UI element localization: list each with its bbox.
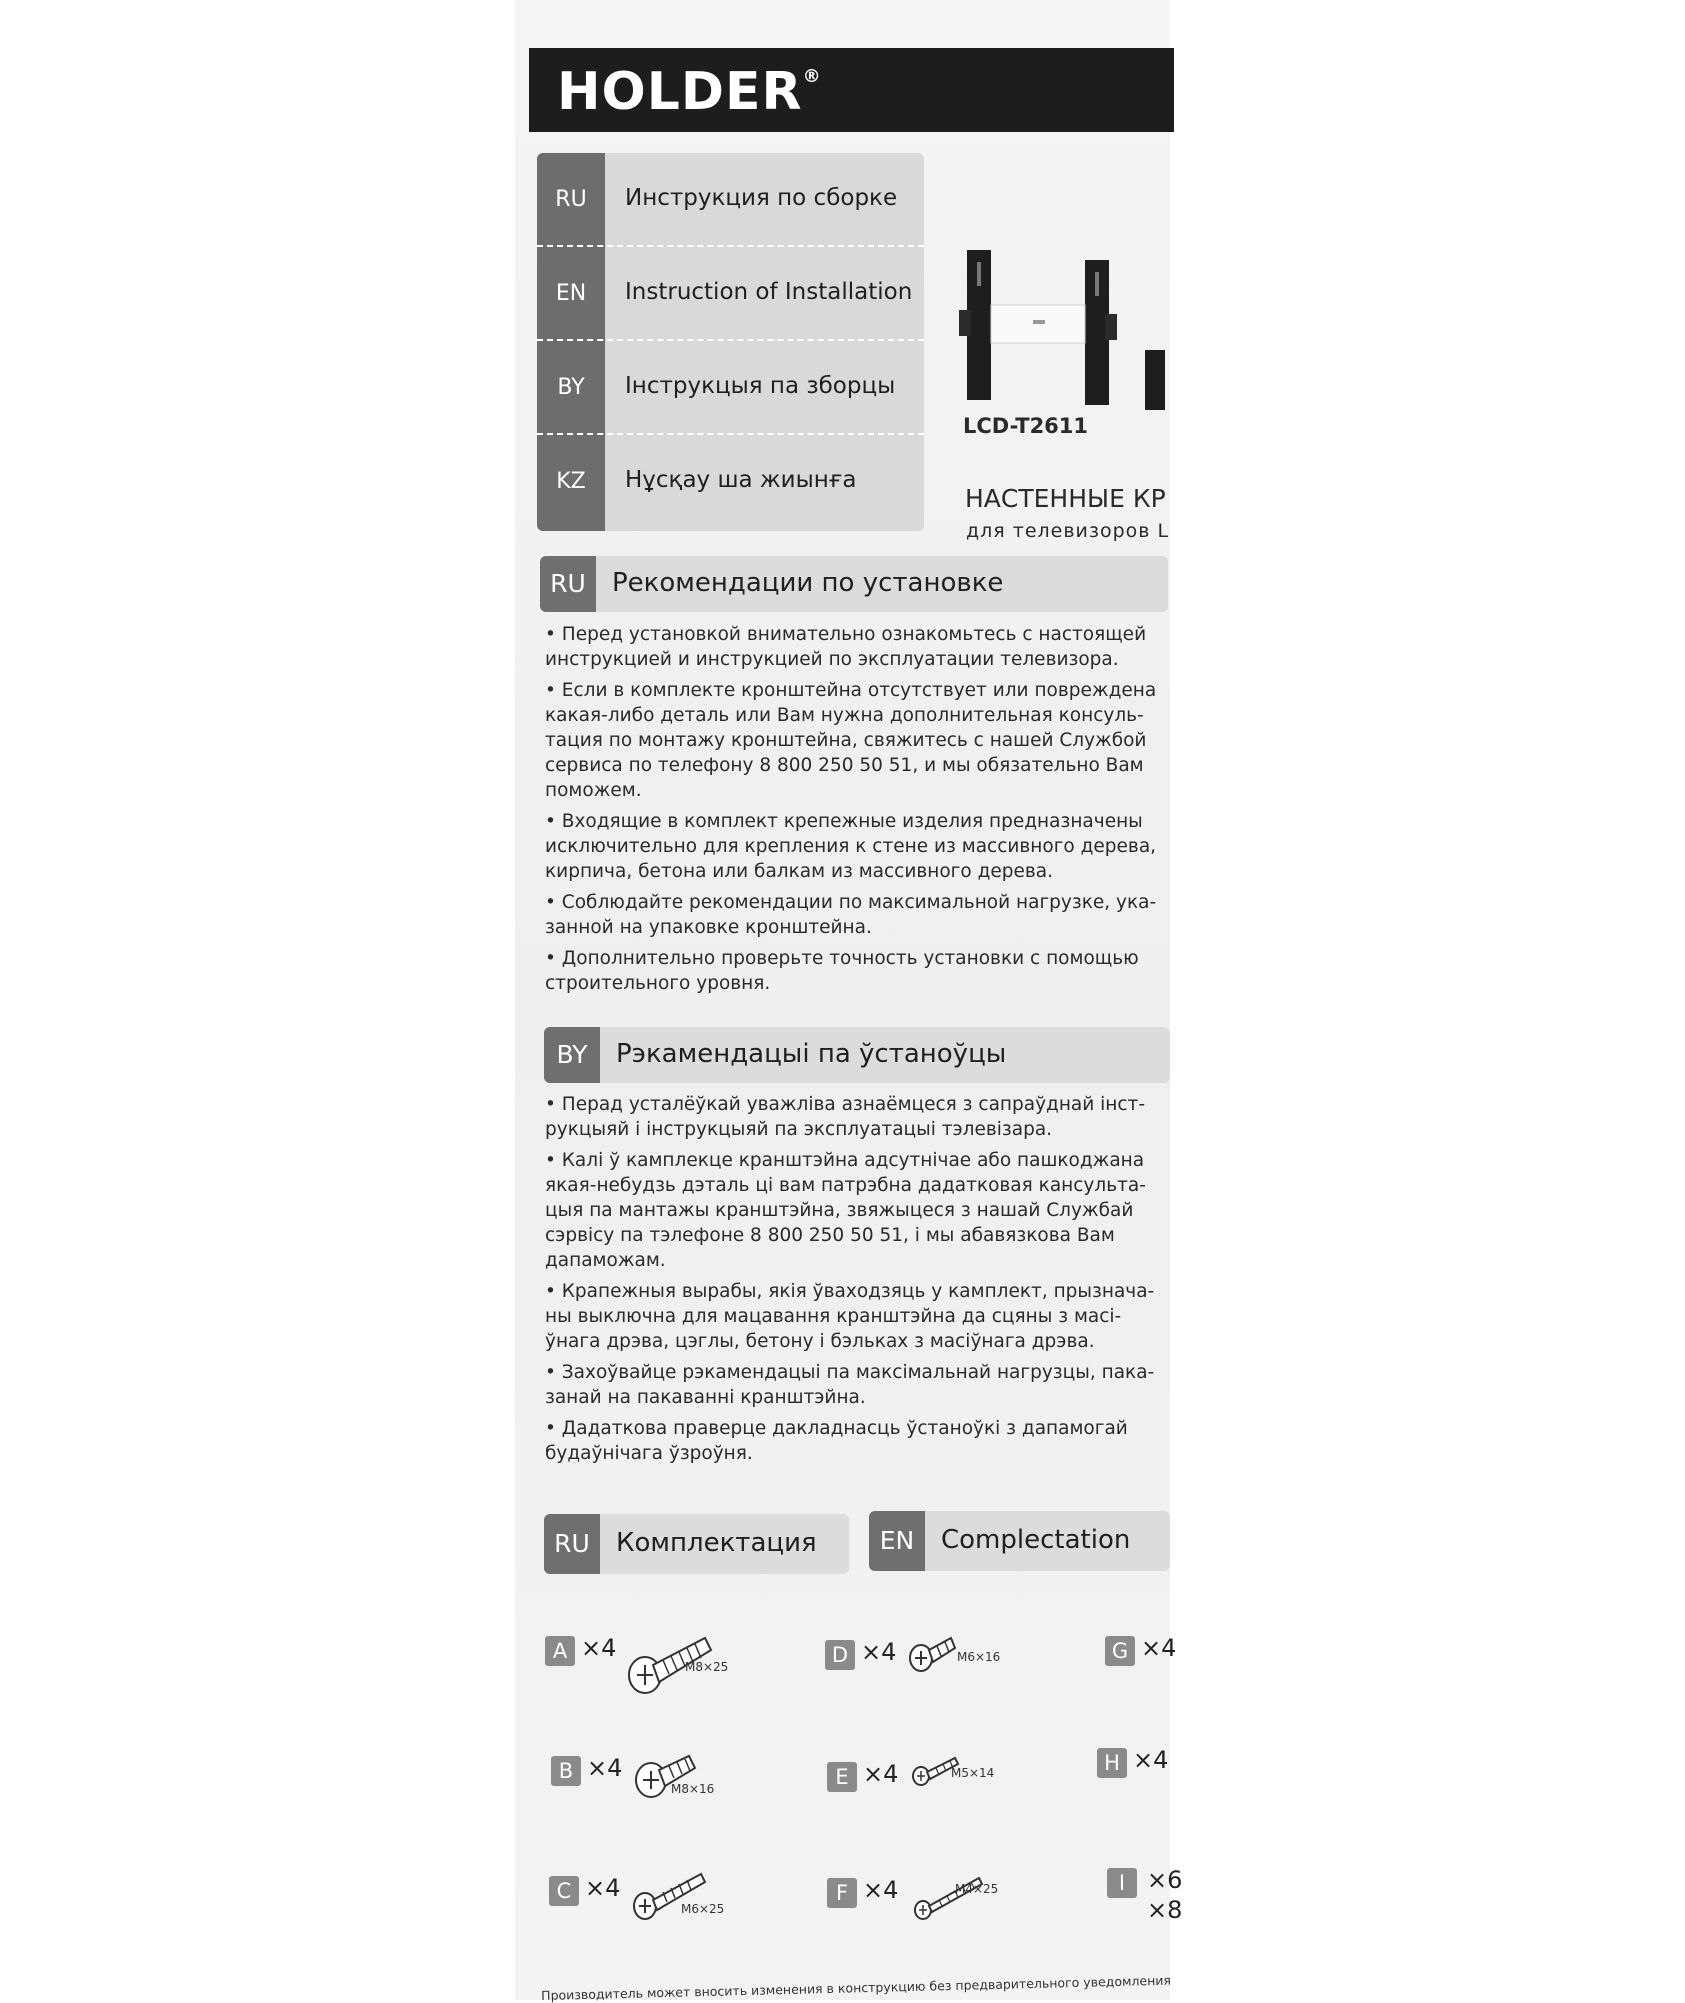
brand-logo: HOLDER® [557, 62, 822, 122]
part-d [825, 1624, 1005, 1704]
language-code: BY [557, 375, 585, 400]
list-item: • Захоўвайце рэкамендацыі па максімальнай нагрузцы, пака-занай на пакаванні кранштэйна. [545, 1362, 1155, 1408]
ru-recommendations-list [545, 622, 1170, 1002]
language-label: Instruction of Installation [625, 279, 913, 305]
part-quantity: ×4 [581, 1634, 617, 1662]
list-item: • Входящие в комплект крепежные изделия предназначены исключительно для крепления к стене из массивного дерева, кирпича, бетона или балкам из массивного дерева. [545, 811, 1157, 882]
bracket-product-image [955, 250, 1185, 410]
part-size: M6×25 [681, 1902, 725, 1916]
product-subtitle: для телевизоров L [966, 520, 1170, 542]
part-a [545, 1620, 745, 1700]
part-letter: D [825, 1640, 855, 1670]
part-h [1097, 1732, 1170, 1812]
screw-icon [633, 1740, 703, 1810]
list-item: • Перед установкой внимательно ознакомьтесь с настоящей инструкцией и инструкцией по эксплуатации телевизора. [545, 624, 1147, 670]
part-size: M8×25 [685, 1660, 729, 1674]
part-quantity: ×6 [1147, 1866, 1183, 1894]
section-title: Комплектация [616, 1528, 817, 1558]
language-panel [537, 153, 924, 531]
language-row-en [537, 247, 924, 341]
language-code: RU [555, 187, 587, 212]
part-quantity: ×4 [585, 1874, 621, 1902]
list-item: • Крапежныя вырабы, якія ўваходзяць у камплект, прызнача-ны выключна для мацавання кранштэйна да сцяны з масі-ўнага дрэва, цэглы, бетону і бэльках з масіўнага дрэва. [545, 1281, 1155, 1352]
part-quantity: ×4 [1141, 1634, 1177, 1662]
part-quantity-alt: ×8 [1147, 1896, 1183, 1924]
language-row-by [537, 341, 924, 435]
section-title: Complectation [941, 1525, 1131, 1555]
language-label: Інструкцыя па зборцы [625, 373, 896, 399]
part-quantity: ×4 [863, 1760, 899, 1788]
section-code-badge: BY [544, 1027, 600, 1083]
list-item: • Калі ў камплекце кранштэйна адсутнічае або пашкоджана якая-небудзь дэталь ці вам патрэбна дадатковая кансульта-цыя па мантажы кранштэйна, звяжыцеся з нашай Службай сэрвісу па тэлефоне 8 800 250 50 51, і мы абавязкова Вам дапаможам. [545, 1150, 1146, 1271]
language-code: KZ [556, 469, 586, 494]
language-row-kz [537, 435, 924, 529]
product-title: НАСТЕННЫЕ КР [965, 484, 1166, 513]
part-quantity: ×4 [1133, 1746, 1169, 1774]
part-letter: A [545, 1636, 575, 1666]
section-code-badge: RU [544, 1514, 600, 1574]
section-title: Рекомендации по установке [612, 568, 1004, 598]
part-size: M5×14 [951, 1766, 995, 1780]
part-g [1105, 1620, 1177, 1700]
part-quantity: ×4 [587, 1754, 623, 1782]
section-title: Рэкамендацыі па ўстаноўцы [616, 1039, 1007, 1069]
part-letter: C [549, 1876, 579, 1906]
section-header-ru-complectation [544, 1514, 849, 1574]
part-letter: F [827, 1878, 857, 1908]
instruction-sheet [515, 0, 1183, 2003]
product-model: LCD-T2611 [963, 414, 1089, 438]
list-item: • Перад усталёўкай уважліва азнаёмцеся з сапраўднай інст-рукцыяй і інструкцыяй па эксплуатацыі тэлевізара. [545, 1094, 1146, 1140]
part-e [827, 1746, 1007, 1826]
list-item: • Соблюдайте рекомендации по максимальной нагрузке, ука-занной на упаковке кронштейна. [545, 892, 1157, 938]
language-label: Нұсқау ша жиынға [625, 467, 857, 493]
language-code: EN [555, 281, 587, 306]
section-code-badge: EN [869, 1511, 925, 1571]
by-recommendations-list [545, 1092, 1170, 1472]
header-bar [529, 48, 1174, 132]
part-letter: E [827, 1762, 857, 1792]
list-item: • Если в комплекте кронштейна отсутствует или повреждена какая-либо деталь или Вам нужна дополнительная консуль-тация по монтажу кронштейна, свяжитесь с нашей Службой сервиса по телефону 8 800 250 50 51, и мы обязательно Вам поможем. [545, 680, 1157, 801]
section-code-badge: RU [540, 556, 596, 612]
part-letter: G [1105, 1636, 1135, 1666]
list-item: • Дадаткова праверце дакладнасць ўстаноўкі з дапамогай будаўнічага ўзроўня. [545, 1418, 1128, 1464]
section-header-by-recommendations [544, 1027, 1170, 1083]
part-letter: I [1107, 1868, 1137, 1898]
footer-note: Производитель может вносить изменения в конструкцию без предварительного уведомления [541, 1972, 1172, 2003]
screw-icon [631, 1860, 711, 1930]
part-quantity: ×4 [861, 1638, 897, 1666]
part-quantity: ×4 [863, 1876, 899, 1904]
part-size: M4×25 [955, 1882, 999, 1896]
part-b [551, 1740, 751, 1820]
list-item: • Дополнительно проверьте точность установки с помощью строительного уровня. [545, 948, 1139, 994]
part-i [1107, 1852, 1183, 1952]
section-header-en-complectation [869, 1511, 1170, 1571]
part-c [549, 1860, 749, 1940]
language-label: Инструкция по сборке [625, 185, 898, 211]
screw-icon [909, 1862, 989, 1932]
part-size: M6×16 [957, 1650, 1001, 1664]
part-letter: B [551, 1756, 581, 1786]
section-header-ru-recommendations [540, 556, 1168, 612]
part-size: M8×16 [671, 1782, 715, 1796]
language-row-ru [537, 153, 924, 247]
part-f [827, 1862, 1017, 1942]
part-letter: H [1097, 1748, 1127, 1778]
